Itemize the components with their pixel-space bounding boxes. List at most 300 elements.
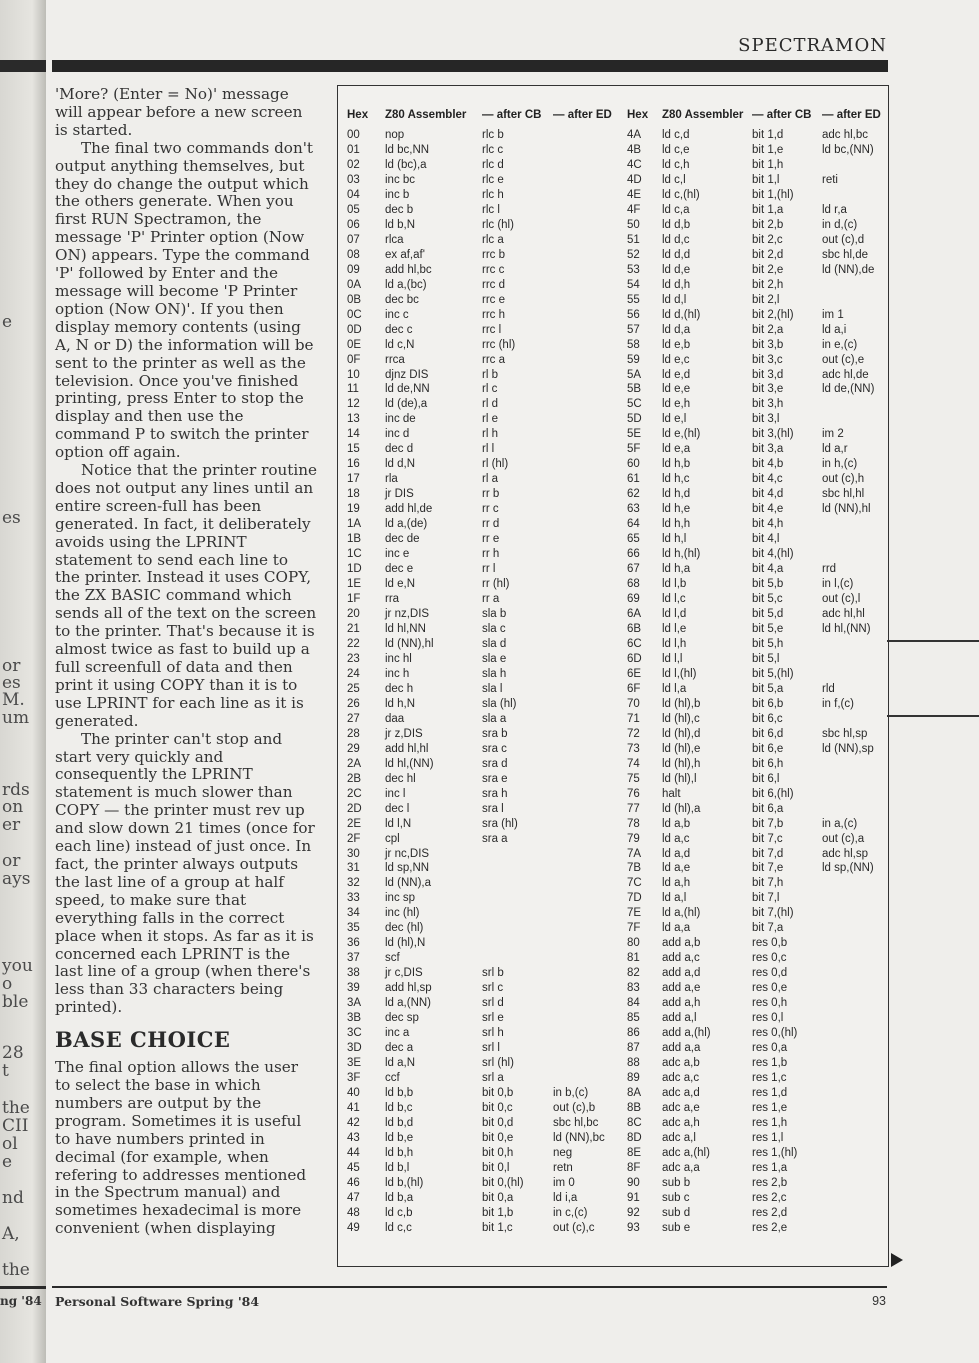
cell-hex: 82 — [627, 967, 640, 980]
cell-after-ed: ld i,a — [553, 1191, 578, 1204]
cell-assembler: ld (hl),h — [662, 757, 701, 770]
cell-assembler: ld e,e — [662, 383, 691, 396]
table-header-row — [338, 109, 888, 125]
cell-assembler: ld b,b — [385, 1087, 414, 1099]
article-paragraph: 'More? (Enter = No)' message will appear before a new screen is started. — [55, 85, 303, 139]
cell-hex: 2C — [347, 787, 362, 800]
cell-after-cb: res 0,a — [752, 1042, 788, 1055]
cell-hex: 28 — [347, 727, 360, 740]
table-row — [338, 203, 888, 218]
cell-after-cb: srl h — [482, 1027, 504, 1040]
cell-after-ed: sbc hl,de — [822, 248, 869, 261]
cell-after-cb: sla h — [482, 667, 507, 680]
cell-after-cb: bit 5,(hl) — [752, 667, 794, 680]
cell-assembler: ld sp,NN — [385, 862, 430, 875]
cell-assembler: ld a,(hl) — [662, 907, 701, 920]
cell-assembler: ld e,l — [662, 413, 687, 426]
cell-after-cb: bit 2,c — [752, 233, 783, 246]
cell-hex: 14 — [347, 428, 360, 441]
adjacent-page-word: 28 — [2, 1043, 24, 1063]
cell-hex: 76 — [627, 787, 640, 800]
cell-hex: 47 — [347, 1191, 360, 1204]
cell-hex: 68 — [627, 578, 640, 591]
cell-hex: 61 — [627, 473, 640, 486]
cell-after-ed: in f,(c) — [822, 697, 854, 710]
cell-hex: 85 — [627, 1012, 640, 1025]
cell-after-cb: bit 3,(hl) — [752, 428, 794, 441]
cell-assembler: ld h,c — [662, 473, 690, 486]
cell-hex: 8C — [627, 1116, 642, 1129]
cell-hex: 90 — [627, 1176, 640, 1189]
cell-assembler: ld e,a — [662, 443, 691, 456]
table-row — [338, 1041, 888, 1056]
cell-after-cb: bit 7,e — [752, 862, 784, 875]
cell-hex: 23 — [347, 652, 360, 665]
cell-assembler: dec d — [385, 443, 414, 456]
cell-after-cb: bit 3,b — [752, 338, 784, 351]
cell-assembler: rlca — [385, 233, 404, 246]
cell-after-cb: rl l — [482, 443, 495, 456]
cell-hex: 2F — [347, 832, 361, 845]
cell-hex: 50 — [627, 218, 640, 231]
cell-after-ed: sbc hl,hl — [822, 488, 865, 501]
adjacent-page-word: or — [2, 656, 21, 676]
cell-after-cb: rr b — [482, 488, 500, 501]
cell-hex: 5A — [627, 368, 642, 381]
cell-hex: 67 — [627, 563, 640, 576]
cell-after-cb: res 1,l — [752, 1131, 784, 1144]
cell-after-cb: rlc b — [482, 129, 504, 141]
cell-after-ed: ld a,i — [822, 323, 847, 336]
cell-hex: 8E — [627, 1146, 642, 1159]
cell-assembler: ld c,h — [662, 158, 690, 171]
cell-after-cb: bit 0,(hl) — [482, 1176, 524, 1189]
cell-assembler: ld (hl),b — [662, 697, 701, 710]
table-row — [338, 143, 888, 158]
table-row — [338, 1221, 888, 1236]
cell-assembler: add a,l — [662, 1012, 697, 1025]
cell-hex: 8D — [627, 1131, 642, 1144]
adjacent-page-word: ays — [2, 869, 31, 889]
table-row — [338, 457, 888, 472]
table-row — [338, 233, 888, 248]
cell-after-ed: ld de,(NN) — [822, 383, 875, 396]
cell-assembler: ld a,d — [662, 847, 691, 860]
cell-assembler: ld d,a — [662, 323, 691, 336]
adjacent-page-footer: ng '84 — [0, 1294, 42, 1308]
cell-after-cb: rl d — [482, 398, 498, 411]
cell-hex: 4A — [627, 129, 642, 141]
cell-hex: 00 — [347, 129, 360, 141]
cell-hex: 72 — [627, 727, 640, 740]
cell-hex: 32 — [347, 877, 360, 890]
table-row — [338, 1176, 888, 1191]
cell-after-cb: rlc d — [482, 158, 504, 171]
cell-after-cb: rrc (hl) — [482, 338, 516, 351]
cell-assembler: ld a,e — [662, 862, 691, 875]
cell-after-ed: adc hl,bc — [822, 129, 869, 141]
page-number: 93 — [872, 1294, 886, 1308]
cell-hex: 2B — [347, 772, 362, 785]
table-row — [338, 921, 888, 936]
cell-assembler: ld l,(hl) — [662, 667, 697, 680]
cell-hex: 7F — [627, 922, 641, 935]
cell-hex: 1E — [347, 578, 362, 591]
cell-assembler: add hl,hl — [385, 742, 429, 755]
cell-after-ed: out (c),e — [822, 353, 865, 366]
cell-assembler: dec bc — [385, 293, 419, 306]
cell-hex: 21 — [347, 622, 360, 635]
cell-after-cb: res 1,b — [752, 1057, 788, 1070]
adjacent-page-rule — [887, 640, 979, 642]
cell-assembler: ld l,b — [662, 578, 687, 591]
table-row — [338, 323, 888, 338]
cell-assembler: ld b,l — [385, 1161, 410, 1174]
cell-assembler: ccf — [385, 1072, 400, 1085]
cell-after-ed: adc hl,hl — [822, 608, 865, 620]
cell-after-ed: out (c),a — [822, 832, 865, 845]
cell-assembler: dec hl — [385, 772, 416, 785]
cell-hex: 19 — [347, 503, 360, 516]
cell-after-cb: bit 0,h — [482, 1146, 514, 1159]
cell-hex: 77 — [627, 802, 640, 815]
cell-assembler: ld hl,(NN) — [385, 757, 434, 770]
cell-hex: 5E — [627, 428, 642, 441]
cell-hex: 40 — [347, 1087, 360, 1099]
cell-after-cb: sla a — [482, 712, 507, 725]
table-row — [338, 353, 888, 368]
header-assembler: Z80 Assembler — [385, 109, 467, 121]
cell-after-cb: bit 4,h — [752, 518, 784, 531]
cell-assembler: ld c,l — [662, 173, 686, 186]
header-bar — [52, 60, 888, 72]
cell-after-cb: bit 7,c — [752, 832, 783, 845]
cell-hex: 59 — [627, 353, 640, 366]
cell-assembler: adc a,(hl) — [662, 1146, 710, 1159]
cell-after-cb: sra a — [482, 832, 508, 845]
cell-assembler: adc a,a — [662, 1161, 700, 1174]
cell-hex: 17 — [347, 473, 360, 486]
cell-assembler: adc a,h — [662, 1116, 700, 1129]
cell-hex: 5F — [627, 443, 641, 456]
cell-after-cb: bit 3,h — [752, 398, 784, 411]
cell-hex: 43 — [347, 1131, 360, 1144]
adjacent-page-word: CII — [2, 1116, 29, 1136]
cell-assembler: ld d,b — [662, 218, 691, 231]
cell-assembler: ld (NN),a — [385, 877, 432, 890]
cell-assembler: inc a — [385, 1027, 410, 1040]
adjacent-page-word: ol — [2, 1134, 18, 1154]
article-paragraph: The printer can't stop and start very quickly and consequently the LPRINT statement is much slower than COPY — the printer must rev up and slow down 21 times (once for each line) instead of just once. In fact, the printer always outputs the last line of a group at half speed, to make sure that everything falls in the correct place when it stops. As far as it is concerned each LPRINT is the last line of a group (when there's less than 33 characters being printed). — [55, 729, 315, 1017]
adjacent-page-word: t — [2, 1061, 9, 1081]
cell-after-cb: rl c — [482, 383, 498, 396]
cell-assembler: ld a,(NN) — [385, 997, 432, 1010]
cell-after-cb: bit 1,d — [752, 129, 784, 141]
cell-after-cb: res 2,b — [752, 1176, 788, 1189]
cell-assembler: ld c,N — [385, 338, 415, 351]
cell-after-cb: bit 4,a — [752, 563, 784, 576]
cell-assembler: dec e — [385, 563, 414, 576]
cell-assembler: dec de — [385, 533, 420, 546]
cell-after-cb: sla l — [482, 682, 503, 695]
cell-hex: 01 — [347, 143, 360, 156]
cell-after-cb: bit 2,e — [752, 263, 784, 276]
table-row — [338, 1086, 888, 1101]
cell-hex: 0B — [347, 293, 362, 306]
cell-after-cb: bit 6,b — [752, 697, 784, 710]
opcode-table — [337, 85, 889, 1267]
cell-after-cb: bit 1,c — [482, 1221, 513, 1234]
cell-after-cb: srl b — [482, 967, 504, 980]
cell-after-ed: ld r,a — [822, 203, 847, 216]
cell-hex: 05 — [347, 203, 360, 216]
cell-assembler: sub e — [662, 1221, 691, 1234]
cell-after-cb: bit 1,(hl) — [752, 188, 794, 201]
cell-hex: 3A — [347, 997, 362, 1010]
cell-hex: 7E — [627, 907, 642, 920]
cell-assembler: ld b,N — [385, 218, 416, 231]
cell-assembler: add a,h — [662, 997, 701, 1010]
cell-after-cb: res 0,d — [752, 967, 788, 980]
cell-after-cb: res 2,e — [752, 1221, 788, 1234]
cell-assembler: inc c — [385, 308, 409, 321]
cell-hex: 4E — [627, 188, 642, 201]
cell-after-ed: rrd — [822, 563, 837, 576]
cell-after-ed: out (c),h — [822, 473, 865, 486]
table-row — [338, 861, 888, 876]
cell-assembler: jr z,DIS — [385, 727, 423, 740]
cell-assembler: ld e,h — [662, 398, 691, 411]
table-row — [338, 712, 888, 727]
continue-arrow-icon — [891, 1253, 903, 1267]
cell-hex: 4D — [627, 173, 642, 186]
cell-after-ed: reti — [822, 173, 838, 186]
cell-after-ed: sbc hl,sp — [822, 727, 868, 740]
table-row — [338, 427, 888, 442]
cell-assembler: add a,d — [662, 967, 701, 980]
table-row — [338, 847, 888, 862]
cell-after-cb: bit 4,(hl) — [752, 548, 794, 561]
table-row — [338, 757, 888, 772]
cell-after-cb: sra e — [482, 772, 508, 785]
cell-after-cb: res 0,h — [752, 997, 788, 1010]
cell-after-cb: bit 6,l — [752, 772, 780, 785]
table-row — [338, 1101, 888, 1116]
cell-after-ed: im 0 — [553, 1176, 575, 1189]
cell-assembler: ld l,d — [662, 608, 687, 620]
cell-after-cb: rr c — [482, 503, 499, 516]
table-row — [338, 487, 888, 502]
cell-assembler: ld c,d — [662, 129, 690, 141]
cell-assembler: ld a,h — [662, 877, 691, 890]
table-row — [338, 173, 888, 188]
cell-after-cb: res 1,(hl) — [752, 1146, 798, 1159]
cell-after-cb: rr l — [482, 563, 496, 576]
adjacent-page-word: M. — [2, 690, 25, 710]
cell-hex: 3D — [347, 1042, 362, 1055]
table-row — [338, 832, 888, 847]
cell-after-ed: im 2 — [822, 428, 844, 441]
cell-after-cb: srl d — [482, 997, 504, 1010]
cell-hex: 03 — [347, 173, 360, 186]
cell-hex: 53 — [627, 263, 640, 276]
cell-hex: 62 — [627, 488, 640, 501]
cell-hex: 57 — [627, 323, 640, 336]
cell-assembler: ld b,(hl) — [385, 1176, 424, 1189]
cell-hex: 07 — [347, 233, 360, 246]
cell-assembler: adc a,d — [662, 1087, 700, 1099]
table-row — [338, 697, 888, 712]
cell-hex: 71 — [627, 712, 640, 725]
cell-hex: 20 — [347, 608, 360, 620]
cell-assembler: ld (hl),N — [385, 937, 426, 950]
cell-assembler: ld c,(hl) — [662, 188, 700, 201]
adjacent-page-word: A, — [2, 1224, 20, 1244]
cell-assembler: ld (hl),d — [662, 727, 701, 740]
table-row — [338, 128, 888, 143]
cell-after-cb: bit 1,l — [752, 173, 780, 186]
cell-assembler: ld h,l — [662, 533, 687, 546]
table-row — [338, 502, 888, 517]
cell-hex: 1D — [347, 563, 362, 576]
table-row — [338, 622, 888, 637]
table-row — [338, 368, 888, 383]
cell-after-cb: res 1,a — [752, 1161, 788, 1174]
cell-assembler: djnz DIS — [385, 368, 429, 381]
cell-hex: 51 — [627, 233, 640, 246]
cell-assembler: ld d,(hl) — [662, 308, 701, 321]
cell-after-cb: res 1,d — [752, 1087, 788, 1099]
cell-after-cb: bit 2,d — [752, 248, 784, 261]
cell-after-cb: rl e — [482, 413, 498, 426]
cell-assembler: adc a,c — [662, 1072, 700, 1085]
cell-assembler: ld b,h — [385, 1146, 414, 1159]
adjacent-page-word: on — [2, 797, 24, 817]
cell-hex: 6F — [627, 682, 641, 695]
table-row — [338, 472, 888, 487]
adjacent-page-word: you — [2, 956, 33, 976]
cell-assembler: add a,c — [662, 952, 700, 965]
cell-hex: 5C — [627, 398, 642, 411]
cell-assembler: halt — [662, 787, 681, 800]
table-row — [338, 1206, 888, 1221]
table-row — [338, 412, 888, 427]
cell-assembler: ld (hl),l — [662, 772, 697, 785]
cell-hex: 6E — [627, 667, 642, 680]
table-row — [338, 727, 888, 742]
cell-assembler: ld l,a — [662, 682, 687, 695]
table-row — [338, 188, 888, 203]
cell-assembler: inc l — [385, 787, 406, 800]
table-row — [338, 308, 888, 323]
cell-assembler: inc (hl) — [385, 907, 420, 920]
cell-hex: 04 — [347, 188, 360, 201]
cell-after-ed: rld — [822, 682, 835, 695]
cell-after-cb: rr a — [482, 593, 500, 606]
cell-after-cb: rrc a — [482, 353, 505, 366]
cell-after-cb: rlc e — [482, 173, 504, 186]
cell-assembler: ld h,h — [662, 518, 691, 531]
cell-hex: 79 — [627, 832, 640, 845]
cell-after-ed: out (c),l — [822, 593, 861, 606]
adjacent-page-word: nd — [2, 1188, 24, 1208]
cell-after-ed: adc hl,de — [822, 368, 869, 381]
cell-assembler: cpl — [385, 832, 400, 845]
cell-after-cb: bit 7,h — [752, 877, 784, 890]
cell-assembler: ld d,l — [662, 293, 687, 306]
cell-hex: 26 — [347, 697, 360, 710]
cell-after-ed: ld hl,(NN) — [822, 622, 871, 635]
cell-after-cb: bit 4,d — [752, 488, 784, 501]
cell-assembler: ld de,NN — [385, 383, 430, 396]
cell-assembler: rla — [385, 473, 398, 486]
cell-hex: 70 — [627, 697, 640, 710]
cell-assembler: ld l,h — [662, 637, 687, 650]
cell-assembler: jr c,DIS — [385, 967, 423, 980]
cell-hex: 91 — [627, 1191, 640, 1204]
table-row — [338, 592, 888, 607]
header-after-ed: — after ED — [553, 109, 612, 121]
cell-after-cb: bit 3,l — [752, 413, 780, 426]
table-row — [338, 532, 888, 547]
cell-hex: 1A — [347, 518, 362, 531]
cell-hex: 84 — [627, 997, 640, 1010]
cell-assembler: adc a,l — [662, 1131, 696, 1144]
cell-after-cb: res 0,b — [752, 937, 788, 950]
cell-hex: 65 — [627, 533, 640, 546]
cell-assembler: ld l,c — [662, 593, 686, 606]
cell-assembler: add a,e — [662, 982, 701, 995]
cell-hex: 87 — [627, 1042, 640, 1055]
table-row — [338, 293, 888, 308]
cell-after-cb: bit 4,l — [752, 533, 780, 546]
cell-hex: 24 — [347, 667, 360, 680]
cell-assembler: ld bc,NN — [385, 143, 430, 156]
cell-hex: 11 — [347, 383, 359, 396]
cell-hex: 8A — [627, 1087, 642, 1099]
cell-hex: 0A — [347, 278, 362, 291]
cell-assembler: ld d,d — [662, 248, 691, 261]
cell-hex: 33 — [347, 892, 360, 905]
cell-hex: 06 — [347, 218, 360, 231]
cell-hex: 6D — [627, 652, 642, 665]
adjacent-page-word: the — [2, 1260, 30, 1280]
cell-hex: 69 — [627, 593, 640, 606]
cell-hex: 39 — [347, 982, 360, 995]
cell-hex: 73 — [627, 742, 640, 755]
cell-assembler: ld e,d — [662, 368, 691, 381]
cell-hex: 10 — [347, 368, 360, 381]
cell-after-ed: ld (NN),hl — [822, 503, 871, 516]
cell-hex: 66 — [627, 548, 640, 561]
cell-assembler: ld h,a — [662, 563, 691, 576]
cell-assembler: ld h,(hl) — [662, 548, 701, 561]
table-row — [338, 876, 888, 891]
cell-after-cb: rr h — [482, 548, 500, 561]
cell-after-ed: retn — [553, 1161, 573, 1174]
table-row — [338, 742, 888, 757]
cell-hex: 74 — [627, 757, 640, 770]
cell-after-cb: bit 5,d — [752, 608, 784, 620]
cell-after-ed: ld (NN),de — [822, 263, 875, 276]
cell-assembler: nop — [385, 129, 405, 141]
cell-assembler: rra — [385, 593, 400, 606]
cell-assembler: ld e,N — [385, 578, 416, 591]
table-row — [338, 1056, 888, 1071]
cell-after-cb: bit 2,(hl) — [752, 308, 794, 321]
cell-hex: 0E — [347, 338, 362, 351]
cell-assembler: ld a,(bc) — [385, 278, 427, 291]
